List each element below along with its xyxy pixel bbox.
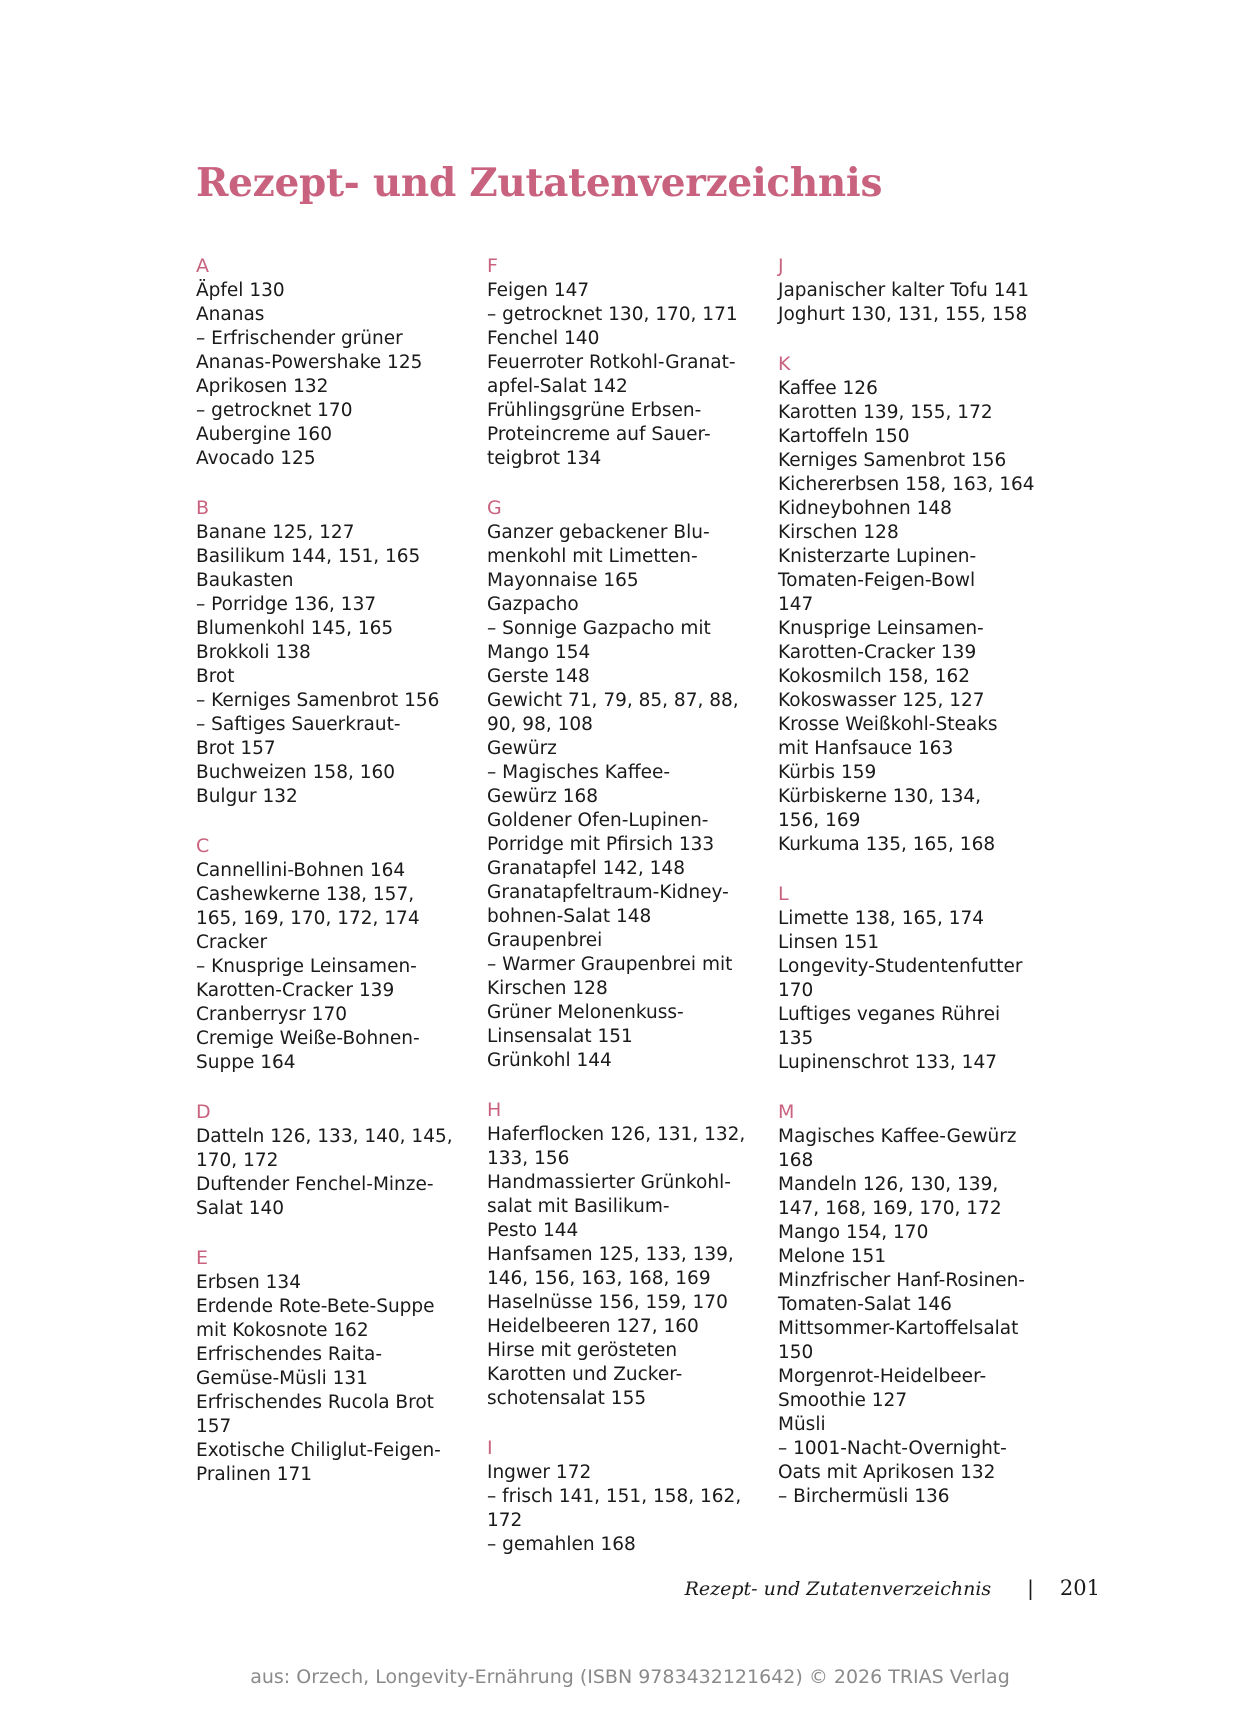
index-section <box>487 495 772 1073</box>
index-entry <box>196 521 481 545</box>
index-entry <box>196 303 481 327</box>
index-entry <box>778 833 1063 857</box>
index-entry <box>196 375 481 399</box>
index-entry-line: salat mit Basilikum- <box>487 1196 670 1217</box>
index-entry <box>778 1221 1063 1245</box>
index-section <box>487 1435 772 1557</box>
footer-separator: | <box>1027 1576 1034 1600</box>
index-entry-line: – 1001-Nacht-Overnight- <box>778 1438 1007 1459</box>
index-entry-line: Linsensalat 151 <box>487 1026 633 1047</box>
section-letter: G <box>487 497 502 519</box>
section-letter: A <box>196 255 209 277</box>
index-entry-line: Kokoswasser 125, 127 <box>778 690 985 711</box>
index-entry-line: – Sonnige Gazpacho mit <box>487 618 711 639</box>
index-entry <box>487 327 772 351</box>
index-section <box>487 253 772 471</box>
index-entry-line: Erfrischendes Raita- <box>196 1344 383 1365</box>
index-entry <box>196 327 481 375</box>
index-section <box>196 1245 481 1487</box>
index-entry-line: Haferflocken 126, 131, 132, <box>487 1124 746 1145</box>
index-entry-line: Luftiges veganes Rührei <box>778 1004 1001 1025</box>
index-entry-line: 135 <box>778 1028 814 1049</box>
index-entry <box>778 425 1063 449</box>
index-entry-line: Äpfel 130 <box>196 280 285 301</box>
index-entry-line: Kaffee 126 <box>778 378 878 399</box>
index-entry-line: Granatapfeltraum-Kidney- <box>487 882 729 903</box>
index-entry-line: 170, 172 <box>196 1150 279 1171</box>
index-entry <box>196 279 481 303</box>
index-entry-line: – getrocknet 130, 170, 171 <box>487 304 738 325</box>
section-letter: E <box>196 1247 209 1269</box>
index-entry <box>778 665 1063 689</box>
index-entry <box>778 713 1063 761</box>
index-section <box>196 833 481 1075</box>
index-section <box>196 495 481 809</box>
index-entry <box>487 1291 772 1315</box>
index-entry-line: Japanischer kalter Tofu 141 <box>778 280 1030 301</box>
index-entry <box>196 399 481 423</box>
index-entry-line: Kidneybohnen 148 <box>778 498 952 519</box>
section-letter: C <box>196 835 210 857</box>
index-entry-line: – Warmer Graupenbrei mit <box>487 954 733 975</box>
index-entry-line: Krosse Weißkohl-Steaks <box>778 714 998 735</box>
index-entry-line: Gerste 148 <box>487 666 590 687</box>
index-entry-line: Mango 154 <box>487 642 591 663</box>
index-entry <box>778 955 1063 1003</box>
index-entry <box>487 1485 772 1533</box>
index-column-2 <box>487 253 772 1581</box>
index-entry <box>778 303 1063 327</box>
index-entry-line: Exotische Chiliglut-Feigen- <box>196 1440 441 1461</box>
index-entry-line: Mayonnaise 165 <box>487 570 639 591</box>
index-entry <box>196 569 481 593</box>
section-letter: L <box>778 883 789 905</box>
index-entry <box>778 785 1063 833</box>
index-entry <box>196 447 481 471</box>
index-entry <box>196 665 481 689</box>
index-entry-line: Brot 157 <box>196 738 276 759</box>
index-entry-line: Pesto 144 <box>487 1220 579 1241</box>
index-entry <box>778 521 1063 545</box>
index-entry-line: Gewicht 71, 79, 85, 87, 88, <box>487 690 739 711</box>
index-entry-line: 168 <box>778 1150 814 1171</box>
index-entry <box>196 1027 481 1075</box>
index-entry <box>196 713 481 761</box>
index-entry-line: 150 <box>778 1342 814 1363</box>
index-section <box>487 1097 772 1411</box>
index-entry-line: – frisch 141, 151, 158, 162, <box>487 1486 742 1507</box>
index-entry <box>778 401 1063 425</box>
index-entry <box>487 1123 772 1171</box>
index-entry-line: – Birchermüsli 136 <box>778 1486 950 1507</box>
source-credit: aus: Orzech, Longevity-Ernährung (ISBN 9783432121642) © 2026 TRIAS Verlag <box>250 1666 1010 1688</box>
index-entry-line: Cremige Weiße-Bohnen- <box>196 1028 420 1049</box>
index-entry-line: Magisches Kaffee-Gewürz <box>778 1126 1017 1147</box>
index-entry <box>778 907 1063 931</box>
index-entry-line: Tomaten-Feigen-Bowl <box>778 570 976 591</box>
index-entry <box>778 1125 1063 1173</box>
index-entry-line: – Kerniges Samenbrot 156 <box>196 690 440 711</box>
index-entry-line: 147, 168, 169, 170, 172 <box>778 1198 1002 1219</box>
index-entry-line: Kerniges Samenbrot 156 <box>778 450 1007 471</box>
index-entry-line: Hanfsamen 125, 133, 139, <box>487 1244 734 1265</box>
index-entry-line: 157 <box>196 1416 232 1437</box>
index-column-1 <box>196 253 481 1511</box>
index-entry <box>487 689 772 737</box>
index-entry-line: Ingwer 172 <box>487 1462 592 1483</box>
index-entry <box>778 1269 1063 1317</box>
index-entry-line: Gewürz <box>487 738 557 759</box>
index-entry <box>196 1295 481 1343</box>
index-entry-line: Kürbiskerne 130, 134, <box>778 786 982 807</box>
index-entry <box>778 545 1063 617</box>
index-entry <box>778 473 1063 497</box>
index-entry <box>487 1001 772 1049</box>
index-entry <box>196 1439 481 1487</box>
page-number: 201 <box>1059 1576 1100 1600</box>
index-entry <box>196 1391 481 1439</box>
index-entry-line: Karotten 139, 155, 172 <box>778 402 993 423</box>
index-column-3 <box>778 253 1063 1533</box>
index-entry-line: menkohl mit Limetten- <box>487 546 698 567</box>
index-entry-line: 156, 169 <box>778 810 861 831</box>
index-entry <box>196 955 481 1003</box>
footer-running-title: Rezept- und Zutatenverzeichnis <box>684 1578 992 1600</box>
index-entry-line: 165, 169, 170, 172, 174 <box>196 908 420 929</box>
index-entry <box>778 617 1063 665</box>
index-entry <box>778 377 1063 401</box>
section-letter: I <box>487 1437 493 1459</box>
index-section <box>778 253 1063 327</box>
index-entry <box>778 1317 1063 1365</box>
index-entry-line: Mandeln 126, 130, 139, <box>778 1174 999 1195</box>
index-entry-line: Linsen 151 <box>778 932 880 953</box>
index-entry-line: Datteln 126, 133, 140, 145, <box>196 1126 453 1147</box>
section-letter: M <box>778 1101 795 1123</box>
index-entry-line: – Magisches Kaffee- <box>487 762 671 783</box>
section-letter: K <box>778 353 791 375</box>
index-entry-line: 90, 98, 108 <box>487 714 593 735</box>
index-entry <box>778 497 1063 521</box>
index-section <box>196 253 481 471</box>
index-entry <box>196 1271 481 1295</box>
index-entry-line: schotensalat 155 <box>487 1388 647 1409</box>
index-entry-line: Karotten-Cracker 139 <box>196 980 395 1001</box>
page-footer <box>685 1574 1100 1602</box>
index-entry-line: Gazpacho <box>487 594 579 615</box>
index-entry <box>778 1365 1063 1413</box>
index-entry-line: Knisterzarte Lupinen- <box>778 546 977 567</box>
index-entry <box>487 1339 772 1411</box>
index-entry <box>778 1173 1063 1221</box>
index-entry-line: Haselnüsse 156, 159, 170 <box>487 1292 728 1313</box>
index-entry-line: – Erfrischender grüner <box>196 328 403 349</box>
index-entry-line: Smoothie 127 <box>778 1390 908 1411</box>
index-entry <box>487 857 772 881</box>
index-entry-line: Porridge mit Pfirsich 133 <box>487 834 715 855</box>
index-entry <box>196 641 481 665</box>
index-entry-line: Hirse mit gerösteten <box>487 1340 678 1361</box>
index-entry-line: Avocado 125 <box>196 448 316 469</box>
index-entry-line: Karotten und Zucker- <box>487 1364 683 1385</box>
section-letter: F <box>487 255 498 277</box>
index-entry-line: Gemüse-Müsli 131 <box>196 1368 368 1389</box>
index-entry-line: Morgenrot-Heidelbeer- <box>778 1366 987 1387</box>
index-entry-line: Gewürz 168 <box>487 786 599 807</box>
index-entry-line: Handmassierter Grünkohl- <box>487 1172 731 1193</box>
index-entry-line: Banane 125, 127 <box>196 522 355 543</box>
index-entry <box>196 617 481 641</box>
index-entry-line: Ganzer gebackener Blu- <box>487 522 710 543</box>
index-entry-line: Kirschen 128 <box>487 978 608 999</box>
index-entry-line: Brokkoli 138 <box>196 642 311 663</box>
index-entry <box>487 761 772 809</box>
index-entry-line: Cannellini-Bohnen 164 <box>196 860 406 881</box>
index-entry <box>487 1171 772 1243</box>
index-entry-line: Salat 140 <box>196 1198 285 1219</box>
index-entry <box>487 737 772 761</box>
index-entry <box>778 1003 1063 1051</box>
index-section <box>778 881 1063 1075</box>
index-entry-line: Karotten-Cracker 139 <box>778 642 977 663</box>
index-entry-line: Minzfrischer Hanf-Rosinen- <box>778 1270 1025 1291</box>
index-entry-line: Joghurt 130, 131, 155, 158 <box>778 304 1028 325</box>
index-entry-line: Suppe 164 <box>196 1052 296 1073</box>
index-entry <box>778 1485 1063 1509</box>
index-entry-line: Kürbis 159 <box>778 762 877 783</box>
index-entry-line: Limette 138, 165, 174 <box>778 908 985 929</box>
index-entry <box>778 1413 1063 1437</box>
index-entry <box>196 1003 481 1027</box>
index-entry <box>196 423 481 447</box>
index-entry <box>487 279 772 303</box>
index-entry-line: Fenchel 140 <box>487 328 600 349</box>
index-entry <box>778 1245 1063 1269</box>
index-entry-line: 133, 156 <box>487 1148 570 1169</box>
index-entry-line: – Porridge 136, 137 <box>196 594 377 615</box>
index-entry-line: Grünkohl 144 <box>487 1050 612 1071</box>
index-entry <box>487 1461 772 1485</box>
index-entry <box>196 1343 481 1391</box>
index-entry <box>196 1173 481 1221</box>
index-entry-line: 147 <box>778 594 814 615</box>
index-entry-line: apfel-Salat 142 <box>487 376 628 397</box>
index-entry-line: Granatapfel 142, 148 <box>487 858 685 879</box>
index-entry-line: Oats mit Aprikosen 132 <box>778 1462 996 1483</box>
index-entry-line: Kokosmilch 158, 162 <box>778 666 971 687</box>
index-entry-line: Pralinen 171 <box>196 1464 313 1485</box>
index-entry <box>487 399 772 471</box>
section-letter: B <box>196 497 210 519</box>
index-entry <box>778 1437 1063 1485</box>
index-entry-line: Proteincreme auf Sauer- <box>487 424 711 445</box>
index-entry <box>487 521 772 593</box>
index-entry <box>778 931 1063 955</box>
section-letter: D <box>196 1101 211 1123</box>
index-entry-line: Kichererbsen 158, 163, 164 <box>778 474 1035 495</box>
index-entry <box>487 593 772 617</box>
index-entry <box>487 665 772 689</box>
index-entry-line: teigbrot 134 <box>487 448 602 469</box>
index-entry-line: 170 <box>778 980 814 1001</box>
index-section <box>778 1099 1063 1509</box>
index-entry-line: Erdende Rote-Bete-Suppe <box>196 1296 435 1317</box>
index-entry-line: Heidelbeeren 127, 160 <box>487 1316 699 1337</box>
index-entry-line: Grüner Melonenkuss- <box>487 1002 684 1023</box>
index-section <box>196 1099 481 1221</box>
index-entry-line: Kurkuma 135, 165, 168 <box>778 834 996 855</box>
index-entry-line: 146, 156, 163, 168, 169 <box>487 1268 711 1289</box>
index-entry <box>487 929 772 953</box>
index-entry-line: – Knusprige Leinsamen- <box>196 956 417 977</box>
index-entry-line: Feigen 147 <box>487 280 590 301</box>
index-entry <box>487 1315 772 1339</box>
index-entry-line: Cashewkerne 138, 157, <box>196 884 415 905</box>
index-entry-line: – gemahlen 168 <box>487 1534 636 1555</box>
index-entry-line: Müsli <box>778 1414 826 1435</box>
index-entry-line: Kartoffeln 150 <box>778 426 910 447</box>
index-entry-line: Mittsommer-Kartoffelsalat <box>778 1318 1019 1339</box>
index-entry <box>196 931 481 955</box>
index-entry-line: Aubergine 160 <box>196 424 332 445</box>
index-entry-line: Baukasten <box>196 570 294 591</box>
index-entry-line: Cranberrysr 170 <box>196 1004 347 1025</box>
page-title: Rezept- und Zutatenverzeichnis <box>196 160 883 206</box>
index-entry-line: Brot <box>196 666 235 687</box>
index-entry-line: Cracker <box>196 932 268 953</box>
index-entry-line: mit Hanfsauce 163 <box>778 738 954 759</box>
index-entry-line: Kirschen 128 <box>778 522 899 543</box>
index-entry <box>778 279 1063 303</box>
index-entry <box>487 809 772 857</box>
index-entry-line: Duftender Fenchel-Minze- <box>196 1174 434 1195</box>
index-entry-line: Basilikum 144, 151, 165 <box>196 546 421 567</box>
index-entry-line: Longevity-Studentenfutter <box>778 956 1023 977</box>
index-entry-line: Lupinenschrot 133, 147 <box>778 1052 997 1073</box>
index-entry <box>487 1049 772 1073</box>
index-entry-line: Frühlingsgrüne Erbsen- <box>487 400 702 421</box>
index-entry <box>196 859 481 883</box>
index-entry <box>778 1051 1063 1075</box>
index-entry-line: Blumenkohl 145, 165 <box>196 618 394 639</box>
index-entry <box>778 761 1063 785</box>
index-entry <box>778 689 1063 713</box>
index-entry <box>487 617 772 665</box>
index-entry <box>487 1243 772 1291</box>
index-entry-line: Erfrischendes Rucola Brot <box>196 1392 434 1413</box>
index-entry-line: Aprikosen 132 <box>196 376 329 397</box>
index-entry-line: Melone 151 <box>778 1246 887 1267</box>
index-entry-line: Ananas <box>196 304 265 325</box>
index-entry-line: Feuerroter Rotkohl-Granat- <box>487 352 736 373</box>
index-entry-line: Ananas-Powershake 125 <box>196 352 423 373</box>
index-entry-line: 172 <box>487 1510 523 1531</box>
index-entry <box>196 1125 481 1173</box>
index-entry-line: – Saftiges Sauerkraut- <box>196 714 401 735</box>
index-entry <box>196 593 481 617</box>
index-entry <box>487 351 772 399</box>
index-entry-line: Buchweizen 158, 160 <box>196 762 396 783</box>
index-entry-line: – getrocknet 170 <box>196 400 353 421</box>
index-entry-line: Tomaten-Salat 146 <box>778 1294 952 1315</box>
index-entry <box>196 883 481 931</box>
section-letter: J <box>778 255 784 277</box>
section-letter: H <box>487 1099 502 1121</box>
index-entry-line: Mango 154, 170 <box>778 1222 929 1243</box>
index-entry-line: Knusprige Leinsamen- <box>778 618 984 639</box>
index-entry <box>778 449 1063 473</box>
index-entry <box>487 881 772 929</box>
index-entry-line: Bulgur 132 <box>196 786 298 807</box>
index-entry-line: Goldener Ofen-Lupinen- <box>487 810 709 831</box>
index-section <box>778 351 1063 857</box>
index-entry <box>487 953 772 1001</box>
index-entry <box>196 785 481 809</box>
index-entry <box>196 545 481 569</box>
index-entry-line: Erbsen 134 <box>196 1272 301 1293</box>
index-entry <box>196 761 481 785</box>
index-entry-line: Graupenbrei <box>487 930 603 951</box>
index-entry-line: mit Kokosnote 162 <box>196 1320 369 1341</box>
index-entry <box>487 303 772 327</box>
index-entry <box>196 689 481 713</box>
index-entry-line: bohnen-Salat 148 <box>487 906 652 927</box>
index-entry <box>487 1533 772 1557</box>
